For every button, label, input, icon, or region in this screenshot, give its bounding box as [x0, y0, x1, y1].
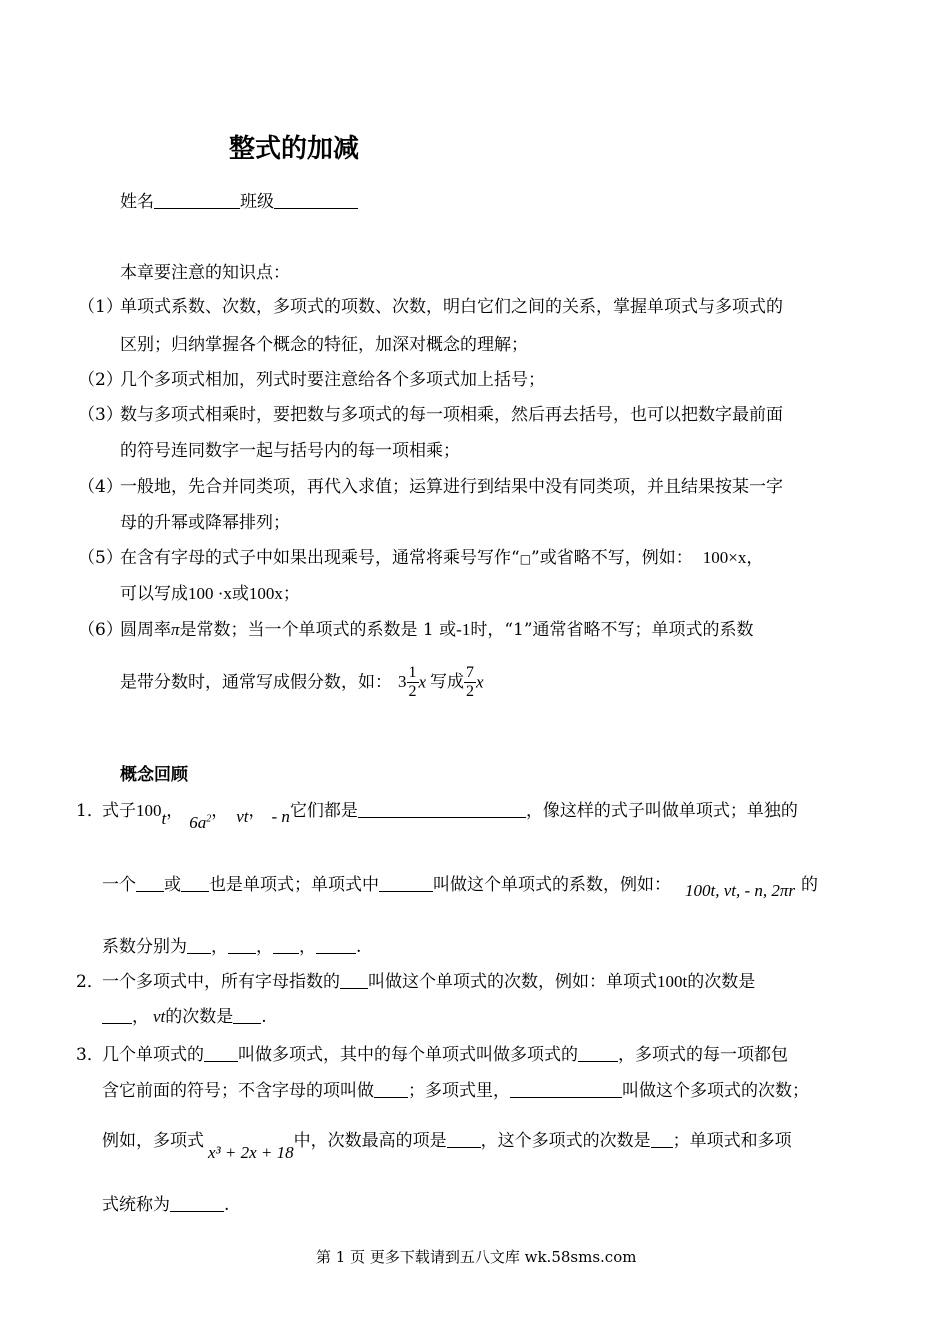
q2-blank-1[interactable]: [340, 971, 368, 989]
q3-text-j: ；单项式和多项: [672, 1131, 792, 1151]
q3-text-f: 叫做这个多项式的次数；: [622, 1081, 809, 1101]
q3-blank-1[interactable]: [204, 1044, 238, 1062]
page-title: 整式的加减: [229, 134, 360, 164]
q3-text-e: ；多项式里，: [408, 1081, 510, 1101]
k6-line2-a: 是带分数时，通常写成假分数，如：: [120, 672, 392, 693]
knowledge-item-6-line2: [120, 664, 484, 702]
q1-text-g: 叫做这个单项式的系数，例如：: [433, 875, 671, 895]
q3-end: .: [224, 1195, 230, 1215]
q1-e2-exp: 2: [206, 813, 212, 825]
q1-text-d: 一个: [102, 875, 136, 895]
k6-var: x: [418, 672, 427, 692]
q3-text-g: 例如，多项式: [102, 1131, 204, 1151]
knowledge-item-3-line2: 的符号连同数字一起与括号内的每一项相乘；: [120, 441, 460, 461]
q2-text-c: 的次数是: [687, 972, 756, 992]
q2-line1: [102, 967, 755, 992]
q1-line3: [102, 932, 361, 957]
q1-expr-list: 100t, vt, - n, 2πr: [685, 881, 796, 900]
q3-line2: [102, 1076, 809, 1101]
q1-text-a: 式子: [102, 801, 136, 821]
q1-expr-6a2: [189, 813, 211, 832]
name-blank[interactable]: [154, 191, 240, 209]
q3-blank-4[interactable]: [510, 1080, 622, 1098]
knowledge-item-6-num: （6）: [78, 620, 123, 640]
q1-blank-6[interactable]: [228, 936, 256, 954]
knowledge-item-4-line1: 一般地，先合并同类项，再代入求值；运算进行到结果中没有同类项，并且结果按某一字: [120, 477, 783, 497]
q1-blank-3[interactable]: [181, 874, 209, 892]
q1-text-i: 系数分别为: [102, 937, 187, 957]
k5-semi: ；: [282, 584, 300, 604]
name-label: 姓名: [120, 192, 154, 212]
q1-text-h: 的: [801, 875, 819, 895]
q3-text-h: 中，次数最高的项是: [293, 1131, 447, 1151]
q1-blank-1[interactable]: [358, 800, 526, 818]
q3-text-k: 式统称为: [102, 1195, 170, 1215]
k6-write-as: 写成: [430, 672, 465, 693]
knowledge-item-4-line2: 母的升幂或降幂排列；: [120, 513, 290, 533]
q3-blank-2[interactable]: [578, 1044, 618, 1062]
k5-line2-a: 可以写成: [120, 584, 188, 604]
k6-pi: π: [171, 620, 180, 639]
q1-comma-1: ，: [166, 801, 184, 821]
k5-text-b: ”或省略不写，例如：: [531, 548, 693, 568]
knowledge-heading: 本章要注意的知识点：: [120, 263, 290, 283]
q1-end: .: [356, 937, 362, 957]
q3-num: 3．: [76, 1045, 104, 1065]
q2-blank-3[interactable]: [233, 1006, 261, 1024]
q2-end: .: [261, 1007, 267, 1027]
q2-line2: [102, 1002, 267, 1027]
q3-text-c: ，多项式的每一项都包: [618, 1045, 788, 1065]
q2-expr-100t: 100t: [657, 972, 688, 991]
q3-text-b: 叫做多项式，其中的每个单项式叫做多项式的: [238, 1045, 578, 1065]
q3-line4: [102, 1190, 229, 1215]
q1-line1: [102, 796, 798, 832]
q3-blank-3[interactable]: [374, 1080, 408, 1098]
q2-text-a: 一个多项式中，所有字母指数的: [102, 972, 340, 992]
q2-text-e: 的次数是: [165, 1007, 234, 1027]
q3-blank-5[interactable]: [447, 1130, 481, 1148]
knowledge-item-5-line2: [120, 579, 300, 604]
k5-expr3: 100x: [248, 584, 283, 603]
knowledge-item-1-num: （1）: [78, 297, 123, 317]
knowledge-item-1-line1: 单项式系数、次数，多项式的项数、次数，明白它们之间的关系，掌握单项式与多项式的: [120, 297, 783, 317]
q3-text-d: 含它前面的符号；不含字母的项叫做: [102, 1081, 374, 1101]
q1-text-f: 也是单项式；单项式中: [209, 875, 379, 895]
knowledge-item-1-line2: 区别；归纳掌握各个概念的特征，加深对概念的理解；: [120, 335, 528, 355]
q1-blank-5[interactable]: [187, 936, 211, 954]
k5-expr1: 100×x: [702, 548, 747, 567]
knowledge-item-3-line1: 数与多项式相乘时，要把数与多项式的每一项相乘，然后再去括号，也可以把数字最前面: [120, 405, 783, 425]
knowledge-item-5-num: （5）: [78, 548, 123, 568]
q1-expr-vt: vt: [236, 807, 249, 826]
q1-blank-4[interactable]: [379, 874, 433, 892]
k5-or: 或: [231, 584, 249, 604]
k5-comma: ，: [746, 548, 764, 568]
k6-text-b: 是常数；当一个单项式的系数是 1 或: [179, 620, 457, 640]
k6-mixed-num: 1: [407, 664, 419, 683]
q1-blank-7[interactable]: [273, 936, 299, 954]
q1-blank-2[interactable]: [136, 874, 164, 892]
k6-imp-num: 7: [464, 664, 476, 683]
q1-expr-100t: [136, 801, 166, 828]
k6-mixed-den: 2: [408, 683, 417, 701]
q1-e1: 100: [136, 801, 162, 820]
k5-text-a: 在含有字母的式子中如果出现乘号，通常将乘号写作“: [120, 548, 520, 568]
q1-text-b: 它们都是: [289, 801, 358, 821]
q3-line1: [102, 1040, 788, 1065]
k6-improper-fraction: [464, 664, 476, 702]
class-label: 班级: [240, 192, 274, 212]
class-blank[interactable]: [274, 191, 358, 209]
k6-mixed-fraction: [407, 664, 419, 702]
q1-sep-1: ，: [211, 937, 228, 957]
page-footer: 第 1 页 更多下载请到五八文库 wk.58sms.com: [316, 1248, 637, 1266]
knowledge-item-2-num: （2）: [78, 370, 123, 390]
q1-sep-2: ，: [256, 937, 273, 957]
q1-e1-var: t: [161, 809, 167, 828]
q3-line3: [102, 1126, 792, 1162]
review-heading: 概念回顾: [120, 765, 188, 785]
q1-num: 1．: [76, 801, 104, 821]
k6-mixed-whole: 3: [398, 672, 407, 692]
q1-blank-8[interactable]: [316, 936, 356, 954]
k6-text-a: 圆周率: [120, 620, 171, 640]
knowledge-item-2-line1: 几个多项式相加，列式时要注意给各个多项式加上括号；: [120, 370, 545, 390]
q1-e2: 6a: [189, 813, 207, 832]
k6-imp-den: 2: [466, 683, 475, 701]
q3-blank-6[interactable]: [651, 1130, 673, 1148]
q1-sep-3: ，: [299, 937, 316, 957]
q1-comma-3: ，: [248, 801, 266, 821]
q1-text-c: ，像这样的式子叫做单项式；单独的: [525, 801, 798, 821]
knowledge-item-6-line1: [120, 615, 754, 640]
k6-var2: x: [476, 672, 484, 692]
k6-text-c: 时，“1”通常省略不写；单项式的系数: [470, 620, 754, 640]
q1-line2: [102, 870, 819, 900]
knowledge-item-4-num: （4）: [78, 477, 123, 497]
q1-comma-2: ，: [211, 801, 229, 821]
q1-text-e: 或: [164, 875, 181, 895]
q3-text-i: ，这个多项式的次数是: [480, 1131, 651, 1151]
q2-expr-vt: vt: [153, 1007, 166, 1026]
q2-blank-2[interactable]: [102, 1006, 132, 1024]
q2-text-d: ，: [132, 1007, 149, 1027]
k5-dot-glyph: □: [519, 552, 532, 566]
q3-text-a: 几个单项式的: [102, 1045, 204, 1065]
q2-text-b: 叫做这个单项式的次数，例如：单项式: [368, 972, 657, 992]
q3-expr-poly: x³ + 2x + 18: [208, 1143, 294, 1162]
name-class-line: [120, 187, 358, 212]
q1-expr-neg-n: - n: [271, 807, 290, 826]
knowledge-item-3-num: （3）: [78, 405, 123, 425]
k5-expr2: 100 ·x: [188, 584, 232, 603]
k6-neg1: -1: [456, 620, 471, 639]
knowledge-item-5-line1: [120, 543, 763, 568]
q3-blank-7[interactable]: [170, 1194, 224, 1212]
q2-num: 2．: [76, 972, 104, 992]
